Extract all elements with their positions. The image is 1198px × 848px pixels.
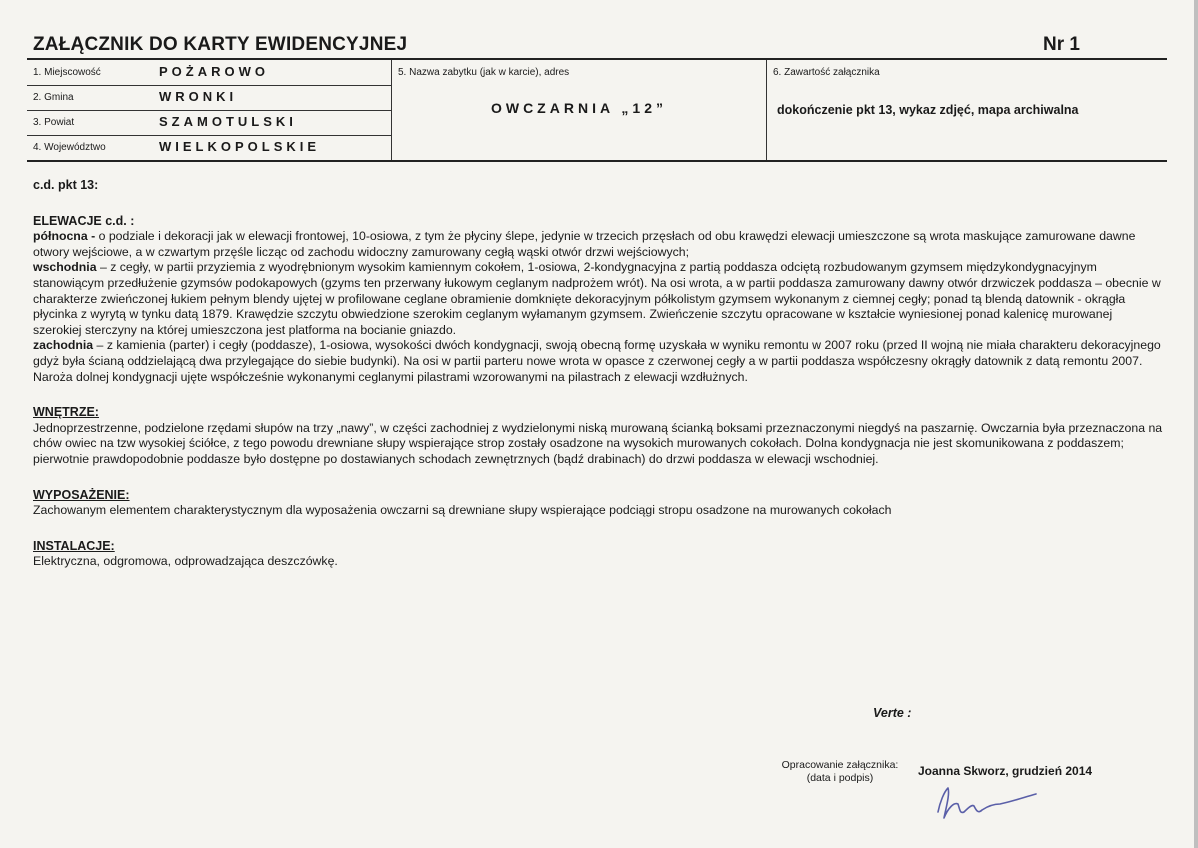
prepared-label-line2: (data i podpis) [806, 772, 874, 784]
location-value: POŻAROWO [159, 64, 269, 79]
district-row [27, 110, 391, 136]
installations-text: Elektryczna, odgromowa, odprowadzająca deszczówkę. [33, 554, 338, 569]
prepared-by-label [770, 759, 910, 785]
north-label: północna - [33, 229, 96, 244]
header-table [27, 60, 1167, 162]
monument-label: 5. Nazwa zabytku (jak w karcie), adres [398, 67, 570, 78]
east-label: wschodnia [33, 260, 97, 275]
document-number: Nr 1 [1043, 34, 1080, 55]
east-text: – z cegły, w partii przyziemia z wyodrębnionym wysokim kamiennym cokołem, 1-osiowa, 2-kondygnacyjna z partią poddasza odciętą rozbudowanym gzymsem międzykondygnacyjnym stanowiącym przedłużenie gzymsów podokapowych (gzyms ten przerwany łukowym ceglanym nadprożem wrót). Na osi wrota, a w partii poddasza zamurowany dawny otwór drzwiczek poddasza – obecnie w charakterze zwieńczonej łukiem pełnym blendy ujętej w profilowane ceglane obramienie domknięte dekoracyjnym półkolistym gzymsem wykonanym z ciemnej cegły; ponad tą blendą datownik - okrągła płycinka z wyrytą w tynku datą 1879. Krawędzie szczytu obwiedzione szerokim ceglanym wyłamanym gzymsem. Zwieńczenie szczytu opracowane w kształcie wyniesionej ponad kalenicę murowanej szerokiej sterczyny na której umieszczona jest platforma na bocianie gniazdo. [33, 260, 1161, 337]
elevation-east [33, 260, 1163, 338]
monument-value: OWCZARNIA „12” [490, 100, 668, 116]
district-label: 3. Powiat [33, 117, 75, 128]
elevation-north [33, 229, 1163, 260]
equipment-text: Zachowanym elementem charakterystycznym dla wyposażenia owczarni są drewniane słupy wspierające podciągi stropu osadzone na murowanych cokołach [33, 503, 892, 518]
contents-value: dokończenie pkt 13, wykaz zdjęć, mapa archiwalna [777, 103, 1079, 117]
district-value: SZAMOTULSKI [159, 114, 297, 129]
location-row [27, 60, 391, 86]
contents-cell [767, 60, 1167, 160]
page-edge [1194, 0, 1198, 848]
verte-label: Verte : [873, 706, 912, 720]
commune-label: 2. Gmina [33, 92, 74, 103]
location-label: 1. Miejscowość [33, 67, 101, 78]
prepared-label-line1: Opracowanie załącznika: [781, 759, 899, 771]
west-text: – z kamienia (parter) i cegły (poddasze), 1-osiowa, wysokości dwóch kondygnacji, swoją obecną formę uzyskała w wyniku remontu w 2007 roku (przed II wojną nie miała charakteru dekoracyjnego gdyż była ścianą oddzielającą dwa przylegające do siebie budynki). Na osi w partii parteru nowe wrota w opasce z czerwonej cegły a w partii poddasza współczesny okrągły datownik z datą remontu 2007. Naroża dolnej kondygnacji ujęte współcześnie wykonanymi ceglanymi pilastrami wzorowanymi na pilastrach z elewacji wzdłużnych. [33, 338, 1161, 384]
voivodeship-value: WIELKOPOLSKIE [159, 139, 321, 154]
equipment-heading: WYPOSAŻENIE: [33, 487, 130, 502]
document-title: ZAŁĄCZNIK DO KARTY EWIDENCYJNEJ [33, 34, 408, 55]
handwritten-signature [930, 782, 1050, 827]
interior-text: Jednoprzestrzenne, podzielone rzędami słupów na trzy „nawy”, w części zachodniej z wydzielonymi niską murowaną ścianką boksami przeznaczonymi niegdyś na paszarnię. Owczarnia była przeznaczona na chów owiec na tzw wysokiej ściółce, z tego powodu drewniane słupy wspierające strop zostały osadzone na wysokich murowanych cokołach. Dolna kondygnacja nie jest skomunikowana z poddaszem; pierwotnie prawdopodobnie poddasze było dostępne po dostawianych schodach zewnętrznych (bądź drabinach) do drzwi poddasza w elewacji wschodniej. [33, 420, 1163, 466]
location-block [27, 60, 392, 160]
elevation-west [33, 338, 1163, 385]
commune-value: WRONKI [159, 89, 238, 104]
commune-row [27, 85, 391, 111]
document-body [33, 178, 1163, 570]
north-text: o podziale i dekoracji jak w elewacji frontowej, 10-osiowa, z tym że płyciny ślepe, jedynie w trzecich przęsłach od obu krawędzi elewacji umieszczone są wrota maskujące zamurowane dawne otwory wejściowe, a w czwartym przęśle licząc od zachodu widoczny zamurowany cegłą wąski otwór drzwi wejściowych; [33, 229, 1136, 259]
west-label: zachodnia [33, 338, 94, 353]
contents-label: 6. Zawartość załącznika [773, 67, 880, 78]
continuation-heading: c.d. pkt 13: [33, 178, 99, 192]
monument-cell [392, 60, 767, 160]
interior-heading: WNĘTRZE: [33, 405, 99, 420]
voivodeship-label: 4. Województwo [33, 142, 106, 153]
voivodeship-row [27, 135, 391, 160]
prepared-by-value: Joanna Skworz, grudzień 2014 [918, 764, 1093, 778]
installations-heading: INSTALACJE: [33, 538, 115, 553]
elevations-heading: ELEWACJE c.d. : [33, 213, 135, 228]
